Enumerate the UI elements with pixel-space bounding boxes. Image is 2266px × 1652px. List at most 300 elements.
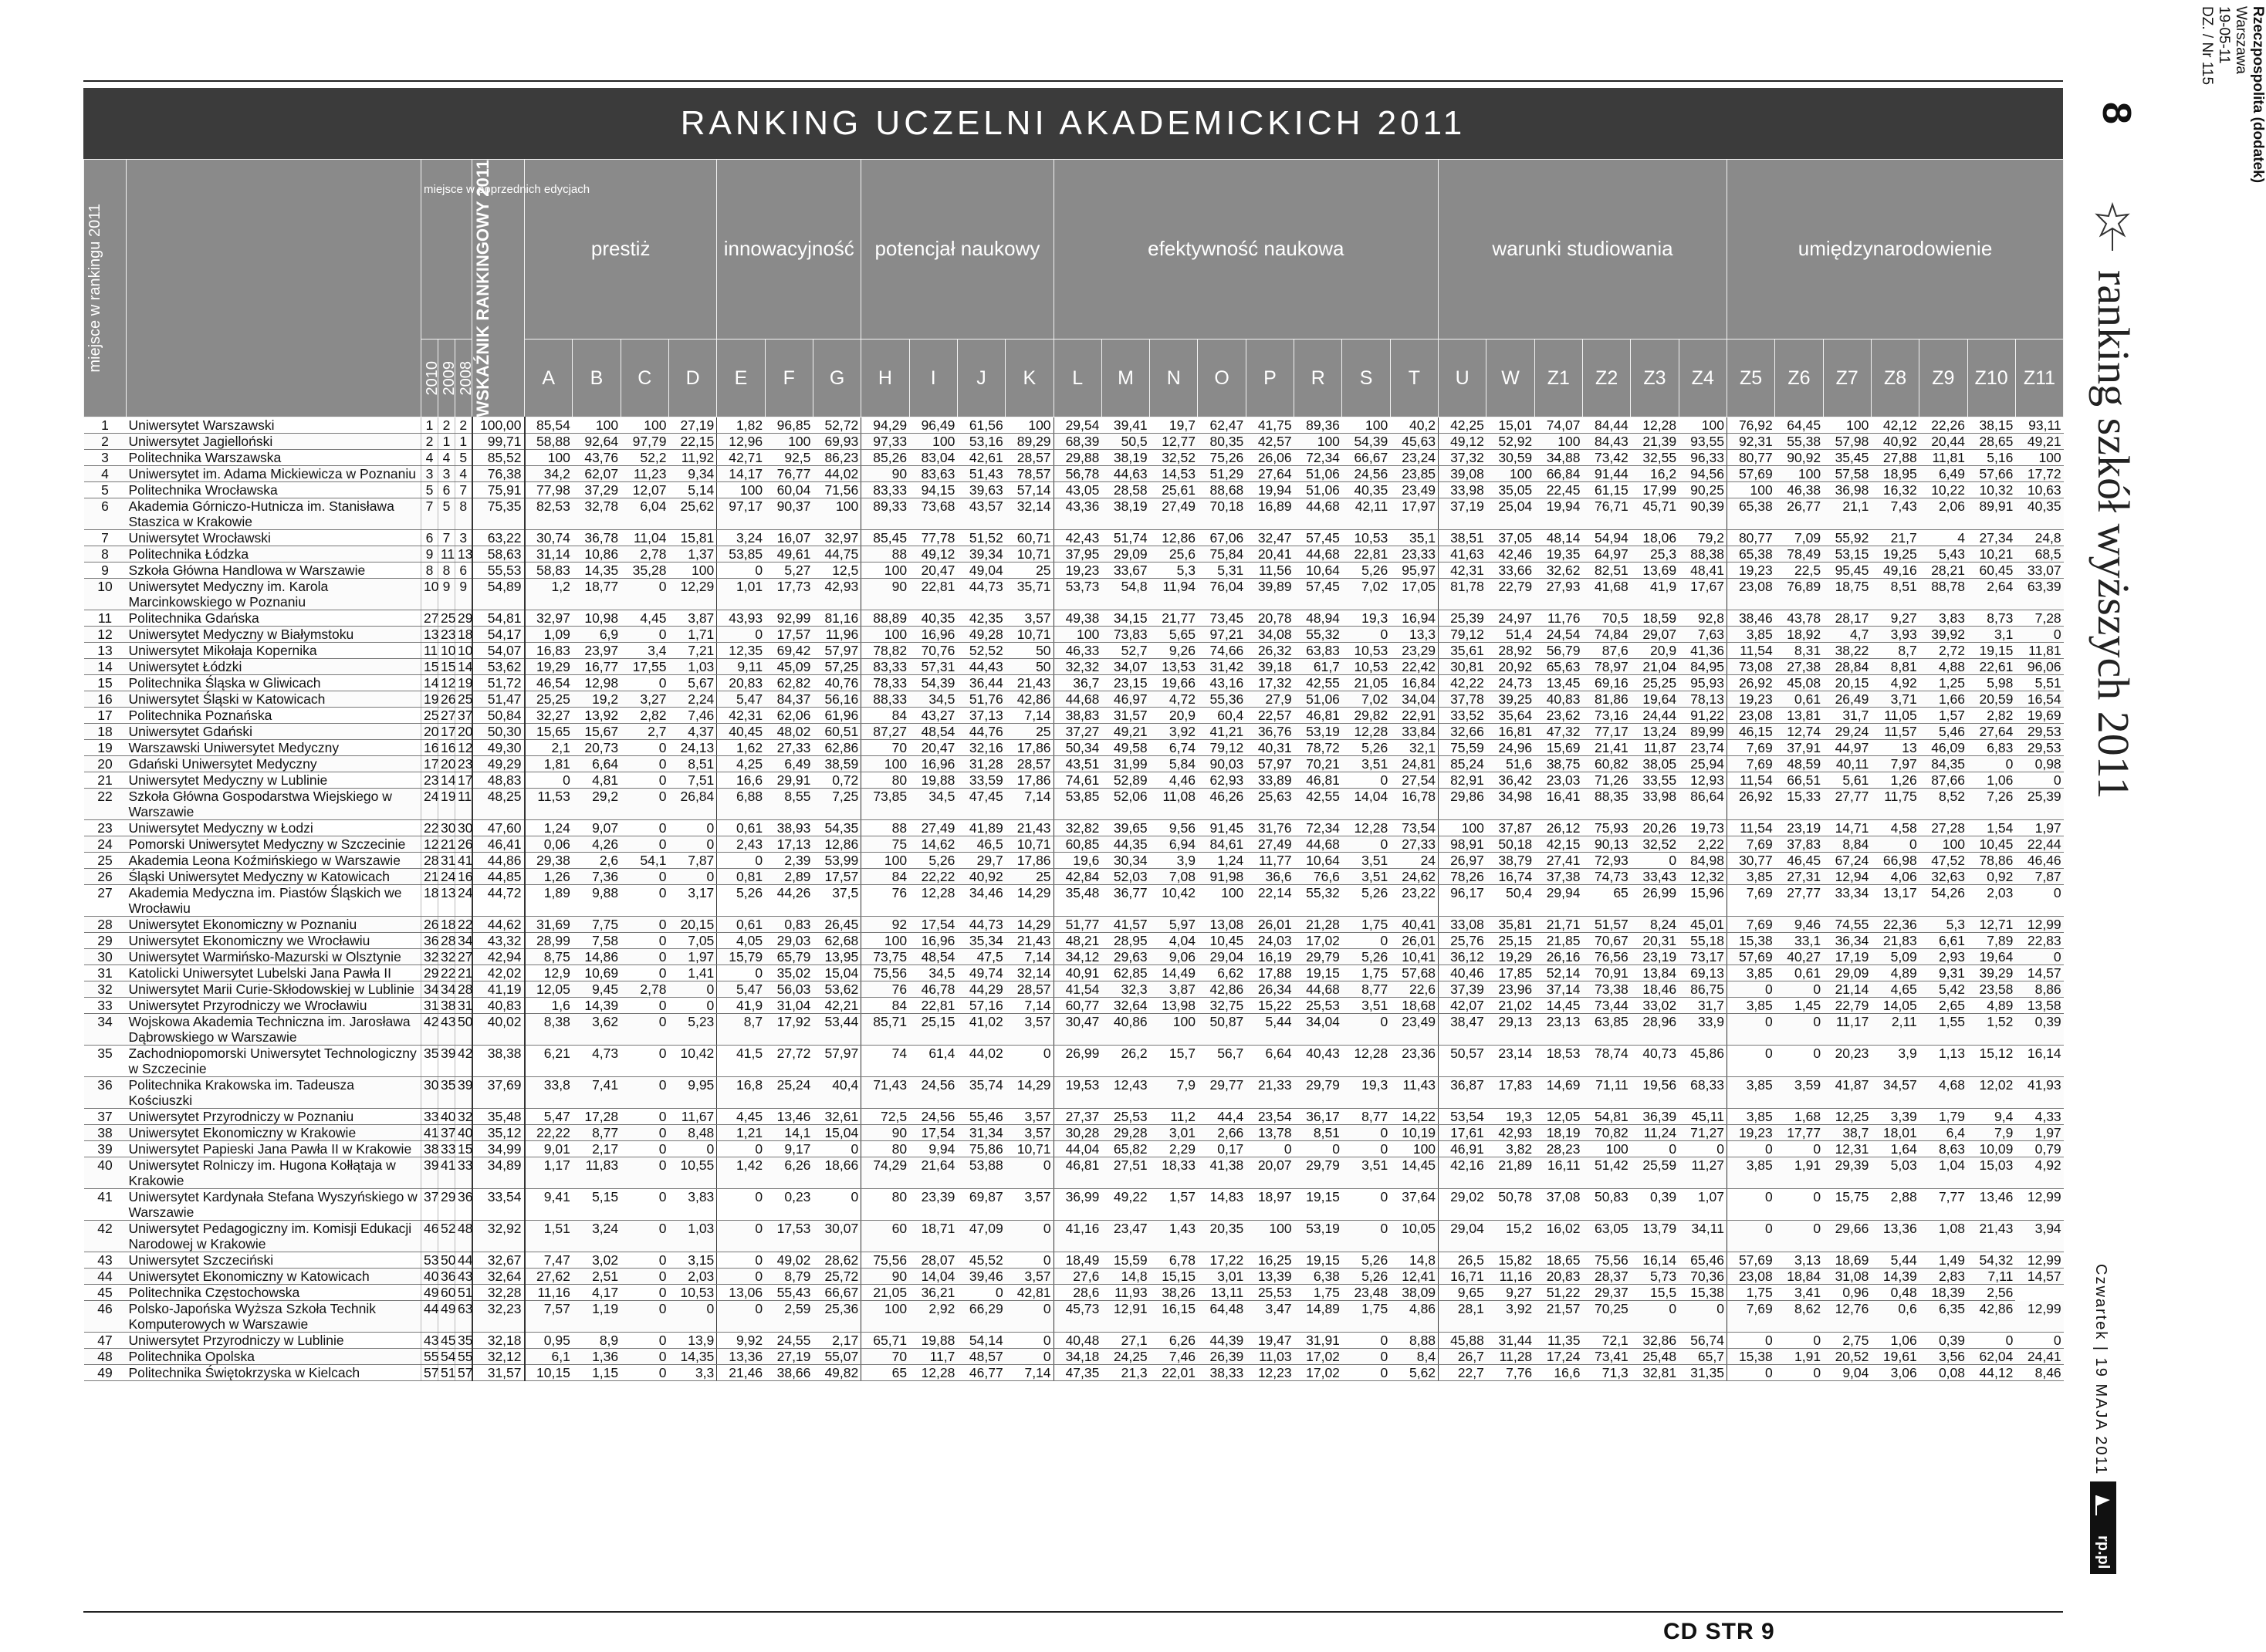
header-col-h: H xyxy=(861,339,909,417)
metric-cell: 15,65 xyxy=(525,724,573,740)
metric-cell: 14,29 xyxy=(1006,917,1054,933)
university-name-cell: Polsko-Japońska Wyższa Szkoła Technik Komputerowych w Warszawie xyxy=(127,1301,421,1333)
metric-cell: 46,33 xyxy=(1054,643,1101,659)
previous-rank-cell: 24 xyxy=(421,789,438,820)
metric-cell: 9,41 xyxy=(525,1189,573,1221)
metric-cell: 21,05 xyxy=(861,1285,909,1301)
metric-cell: 57,69 xyxy=(1727,466,1774,482)
metric-cell: 50,18 xyxy=(1486,836,1534,853)
table-row xyxy=(84,724,2064,740)
metric-cell: 0,96 xyxy=(1823,1285,1871,1301)
metric-cell: 37,19 xyxy=(1439,498,1486,530)
metric-cell: 40,35 xyxy=(1342,482,1390,498)
metric-cell: 90,37 xyxy=(765,498,813,530)
metric-cell: 36,34 xyxy=(1823,933,1871,949)
previous-rank-cell: 28 xyxy=(438,933,455,949)
metric-cell: 17,54 xyxy=(909,1125,957,1141)
table-row xyxy=(84,1109,2064,1125)
metric-cell: 1,75 xyxy=(1342,1301,1390,1333)
metric-cell: 73,44 xyxy=(1582,998,1630,1014)
metric-cell: 90,13 xyxy=(1582,836,1630,853)
metric-cell: 27,64 xyxy=(1967,724,2015,740)
metric-cell: 45,08 xyxy=(1775,675,1823,691)
metric-cell: 88,38 xyxy=(1679,546,1727,562)
metric-cell: 28,1 xyxy=(1439,1301,1486,1333)
previous-rank-cell: 9 xyxy=(421,546,438,562)
metric-cell: 15,38 xyxy=(1727,933,1774,949)
metric-cell: 1,04 xyxy=(1919,1157,1967,1189)
metric-cell: 7,43 xyxy=(1871,498,1919,530)
metric-cell: 0 xyxy=(621,789,668,820)
header-group-1: innowacyjność xyxy=(717,160,861,340)
rank-cell: 11 xyxy=(84,610,127,627)
metric-cell: 28,07 xyxy=(909,1252,957,1269)
university-name-cell: Uniwersytet Mikołaja Kopernika xyxy=(127,643,421,659)
table-row xyxy=(84,1157,2064,1189)
metric-cell: 13,06 xyxy=(717,1285,765,1301)
ranking-index-cell: 44,85 xyxy=(472,869,525,885)
metric-cell: 37,5 xyxy=(813,885,861,917)
metric-cell: 0 xyxy=(1679,1141,1727,1157)
metric-cell: 58,88 xyxy=(525,434,573,450)
publication-date: 19-05-11 xyxy=(2216,6,2232,64)
metric-cell: 42,11 xyxy=(1342,498,1390,530)
metric-cell: 52,2 xyxy=(621,450,668,466)
metric-cell: 0 xyxy=(668,869,716,885)
metric-cell: 1,36 xyxy=(573,1349,621,1365)
header-col-g: G xyxy=(813,339,861,417)
metric-cell: 17,86 xyxy=(1006,772,1054,789)
metric-cell: 21,85 xyxy=(1534,933,1582,949)
metric-cell: 0 xyxy=(1631,853,1679,869)
metric-cell: 42,86 xyxy=(1198,981,1246,998)
metric-cell: 68,5 xyxy=(2015,546,2063,562)
metric-cell: 8,24 xyxy=(1631,917,1679,933)
metric-cell: 49,21 xyxy=(1101,724,1149,740)
previous-rank-cell: 36 xyxy=(438,1269,455,1285)
metric-cell: 75,56 xyxy=(861,1252,909,1269)
metric-cell: 22,61 xyxy=(1967,659,2015,675)
metric-cell: 3,82 xyxy=(1486,1141,1534,1157)
university-name-cell: Politechnika Częstochowska xyxy=(127,1285,421,1301)
previous-rank-cell: 49 xyxy=(438,1301,455,1333)
previous-rank-cell: 20 xyxy=(421,724,438,740)
metric-cell: 18,59 xyxy=(1631,610,1679,627)
previous-rank-cell: 15 xyxy=(421,659,438,675)
previous-rank-cell: 32 xyxy=(455,1109,472,1125)
header-col-z11: Z11 xyxy=(2015,339,2063,417)
metric-cell: 70,91 xyxy=(1582,965,1630,981)
metric-cell: 38,46 xyxy=(1727,610,1774,627)
metric-cell: 11,76 xyxy=(1534,610,1582,627)
metric-cell: 37,32 xyxy=(1439,450,1486,466)
metric-cell: 96,85 xyxy=(765,417,813,434)
metric-cell: 51,42 xyxy=(1582,1157,1630,1189)
metric-cell: 28,6 xyxy=(1054,1285,1101,1301)
metric-cell: 29,04 xyxy=(1198,949,1246,965)
metric-cell: 0 xyxy=(621,869,668,885)
metric-cell: 73,85 xyxy=(861,789,909,820)
metric-cell: 0 xyxy=(1342,836,1390,853)
metric-cell: 15,96 xyxy=(1679,885,1727,917)
metric-cell: 29,28 xyxy=(1101,1125,1149,1141)
metric-cell: 30,07 xyxy=(813,1221,861,1252)
metric-cell: 0 xyxy=(621,820,668,836)
metric-cell: 60,71 xyxy=(1006,530,1054,546)
metric-cell: 43,93 xyxy=(717,610,765,627)
university-name-cell: Politechnika Śląska w Gliwicach xyxy=(127,675,421,691)
table-row xyxy=(84,1125,2064,1141)
metric-cell: 22,83 xyxy=(2015,933,2063,949)
metric-cell: 40,11 xyxy=(1823,756,1871,772)
metric-cell: 0 xyxy=(621,1077,668,1109)
metric-cell: 17,02 xyxy=(1294,933,1342,949)
metric-cell: 17,54 xyxy=(909,917,957,933)
metric-cell: 14,71 xyxy=(1823,820,1871,836)
metric-cell: 30,34 xyxy=(1101,853,1149,869)
metric-cell: 73,41 xyxy=(1582,1349,1630,1365)
metric-cell: 12,02 xyxy=(1967,1077,2015,1109)
metric-cell: 1,62 xyxy=(717,740,765,756)
metric-cell: 7,14 xyxy=(1006,708,1054,724)
previous-rank-cell: 2 xyxy=(421,434,438,450)
metric-cell: 65,46 xyxy=(1679,1252,1727,1269)
metric-cell: 61,15 xyxy=(1582,482,1630,498)
metric-cell: 32,16 xyxy=(957,740,1005,756)
metric-cell: 0 xyxy=(1006,1252,1054,1269)
metric-cell: 44,68 xyxy=(1294,498,1342,530)
metric-cell: 23,49 xyxy=(1390,482,1438,498)
metric-cell: 33,55 xyxy=(1631,772,1679,789)
metric-cell: 38,19 xyxy=(1101,450,1149,466)
metric-cell: 22,22 xyxy=(909,869,957,885)
metric-cell: 3,85 xyxy=(1727,1109,1774,1125)
metric-cell: 72,1 xyxy=(1582,1333,1630,1349)
metric-cell: 22,45 xyxy=(1534,482,1582,498)
metric-cell: 3,87 xyxy=(668,610,716,627)
metric-cell: 70,36 xyxy=(1679,1269,1727,1285)
ranking-index-cell: 41,19 xyxy=(472,981,525,998)
previous-rank-cell: 43 xyxy=(438,1014,455,1046)
metric-cell: 21,43 xyxy=(1006,820,1054,836)
metric-cell: 39,18 xyxy=(1246,659,1294,675)
university-name-cell: Szkoła Główna Handlowa w Warszawie xyxy=(127,562,421,579)
metric-cell: 21,77 xyxy=(1150,610,1198,627)
rank-cell: 36 xyxy=(84,1077,127,1109)
metric-cell: 29,79 xyxy=(1294,1077,1342,1109)
metric-cell: 24,56 xyxy=(909,1077,957,1109)
metric-cell: 39,25 xyxy=(1486,691,1534,708)
metric-cell: 82,53 xyxy=(525,498,573,530)
metric-cell: 10,71 xyxy=(1006,627,1054,643)
metric-cell: 100 xyxy=(573,417,621,434)
metric-cell: 47,45 xyxy=(957,789,1005,820)
metric-cell: 42,43 xyxy=(1054,530,1101,546)
metric-cell: 0 xyxy=(621,917,668,933)
metric-cell: 8,31 xyxy=(1775,643,1823,659)
metric-cell: 41,68 xyxy=(1582,579,1630,610)
previous-rank-cell: 7 xyxy=(421,498,438,530)
metric-cell: 17,92 xyxy=(765,1014,813,1046)
metric-cell: 6,35 xyxy=(1919,1301,1967,1333)
metric-cell: 7,14 xyxy=(1006,1365,1054,1381)
metric-cell: 0 xyxy=(717,1252,765,1269)
metric-cell: 20,59 xyxy=(1967,691,2015,708)
metric-cell: 19,23 xyxy=(1727,691,1774,708)
metric-cell: 29,82 xyxy=(1342,708,1390,724)
metric-cell: 32,47 xyxy=(1246,530,1294,546)
metric-cell: 27,49 xyxy=(1246,836,1294,853)
metric-cell: 28,92 xyxy=(1486,643,1534,659)
metric-cell: 0,98 xyxy=(2015,756,2063,772)
metric-cell: 19,29 xyxy=(1486,949,1534,965)
metric-cell: 100 xyxy=(1775,466,1823,482)
metric-cell: 16,77 xyxy=(573,659,621,675)
metric-cell: 23,08 xyxy=(1727,1269,1774,1285)
table-row xyxy=(84,1141,2064,1157)
previous-rank-cell: 20 xyxy=(455,724,472,740)
metric-cell: 25,59 xyxy=(1631,1157,1679,1189)
metric-cell: 1,01 xyxy=(717,579,765,610)
metric-cell: 5,51 xyxy=(2015,675,2063,691)
metric-cell: 6,38 xyxy=(1294,1269,1342,1285)
metric-cell: 42,21 xyxy=(813,998,861,1014)
metric-cell: 42,93 xyxy=(1486,1125,1534,1141)
metric-cell: 14,53 xyxy=(1150,466,1198,482)
metric-cell: 53,85 xyxy=(1054,789,1101,820)
metric-cell: 33,52 xyxy=(1439,708,1486,724)
metric-cell: 15,22 xyxy=(1246,998,1294,1014)
metric-cell: 2,78 xyxy=(621,981,668,998)
metric-cell: 14,35 xyxy=(573,562,621,579)
metric-cell: 40,35 xyxy=(2015,498,2063,530)
metric-cell: 0 xyxy=(1006,1046,1054,1077)
metric-cell: 0,06 xyxy=(525,836,573,853)
ranking-table xyxy=(83,159,2064,1381)
metric-cell: 1,79 xyxy=(1919,1109,1967,1125)
metric-cell: 44,02 xyxy=(957,1046,1005,1077)
metric-cell: 12,25 xyxy=(1823,1109,1871,1125)
metric-cell: 16,25 xyxy=(1246,1252,1294,1269)
header-group-4: warunki studiowania xyxy=(1439,160,1727,340)
metric-cell: 61,7 xyxy=(1294,659,1342,675)
metric-cell: 76,89 xyxy=(1775,579,1823,610)
table-row xyxy=(84,530,2064,546)
metric-cell: 18,95 xyxy=(1871,466,1919,482)
metric-cell: 5,31 xyxy=(1198,562,1246,579)
metric-cell: 21,89 xyxy=(1486,1157,1534,1189)
metric-cell: 65,38 xyxy=(1727,546,1774,562)
metric-cell: 17,24 xyxy=(1534,1349,1582,1365)
metric-cell: 8,73 xyxy=(1967,610,2015,627)
metric-cell: 42,86 xyxy=(1967,1301,2015,1333)
metric-cell: 42,12 xyxy=(1871,417,1919,434)
metric-cell: 41,21 xyxy=(1198,724,1246,740)
metric-cell: 18,71 xyxy=(909,1221,957,1252)
metric-cell: 2,92 xyxy=(909,1301,957,1333)
metric-cell: 31,76 xyxy=(1246,820,1294,836)
metric-cell: 13,98 xyxy=(1150,998,1198,1014)
university-name-cell: Uniwersytet Szczeciński xyxy=(127,1252,421,1269)
metric-cell: 0 xyxy=(2015,772,2063,789)
previous-rank-cell: 35 xyxy=(421,1046,438,1077)
previous-rank-cell: 33 xyxy=(455,1157,472,1189)
metric-cell: 34,88 xyxy=(1534,450,1582,466)
metric-cell: 5,43 xyxy=(1919,546,1967,562)
metric-cell: 8,9 xyxy=(573,1333,621,1349)
previous-rank-cell: 1 xyxy=(421,417,438,434)
previous-rank-cell: 37 xyxy=(438,1125,455,1141)
rank-cell: 20 xyxy=(84,756,127,772)
metric-cell: 17,19 xyxy=(1823,949,1871,965)
metric-cell: 74,55 xyxy=(1823,917,1871,933)
header-col-z1: Z1 xyxy=(1534,339,1582,417)
metric-cell: 85,71 xyxy=(861,1014,909,1046)
metric-cell: 62,86 xyxy=(813,740,861,756)
metric-cell: 1,54 xyxy=(1967,820,2015,836)
metric-cell: 53,99 xyxy=(813,853,861,869)
previous-rank-cell: 43 xyxy=(455,1269,472,1285)
metric-cell: 3,85 xyxy=(1727,965,1774,981)
metric-cell: 42,22 xyxy=(1439,675,1486,691)
metric-cell: 26,49 xyxy=(1823,691,1871,708)
metric-cell: 1,15 xyxy=(573,1365,621,1381)
metric-cell: 13,53 xyxy=(1150,659,1198,675)
metric-cell: 11,16 xyxy=(1486,1269,1534,1285)
metric-cell: 41,9 xyxy=(1631,579,1679,610)
metric-cell: 75,56 xyxy=(1582,1252,1630,1269)
metric-cell: 51,22 xyxy=(1534,1285,1582,1301)
previous-rank-cell: 35 xyxy=(438,1077,455,1109)
rp-logo-text: rp.pl xyxy=(2095,1535,2112,1569)
metric-cell: 73,17 xyxy=(1679,949,1727,965)
metric-cell: 3,1 xyxy=(1967,627,2015,643)
metric-cell: 10,71 xyxy=(1006,546,1054,562)
previous-rank-cell: 23 xyxy=(438,627,455,643)
rank-cell: 2 xyxy=(84,434,127,450)
metric-cell: 42,71 xyxy=(717,450,765,466)
metric-cell: 2,24 xyxy=(668,691,716,708)
metric-cell: 0 xyxy=(621,965,668,981)
metric-cell: 32,78 xyxy=(573,498,621,530)
metric-cell: 2,65 xyxy=(1919,998,1967,1014)
metric-cell: 5,46 xyxy=(1919,724,1967,740)
metric-cell: 14,62 xyxy=(909,836,957,853)
metric-cell: 42,55 xyxy=(1294,789,1342,820)
metric-cell: 3,47 xyxy=(1246,1301,1294,1333)
metric-cell: 92,8 xyxy=(1679,610,1727,627)
metric-cell: 5,67 xyxy=(668,675,716,691)
metric-cell: 0 xyxy=(1775,1365,1823,1381)
rank-cell: 24 xyxy=(84,836,127,853)
metric-cell: 4,89 xyxy=(1871,965,1919,981)
metric-cell: 29,02 xyxy=(1439,1189,1486,1221)
previous-rank-cell: 26 xyxy=(438,691,455,708)
metric-cell: 10,05 xyxy=(1390,1221,1438,1252)
metric-cell: 5,98 xyxy=(1967,675,2015,691)
metric-cell: 69,87 xyxy=(957,1189,1005,1221)
metric-cell: 27,54 xyxy=(1390,772,1438,789)
metric-cell: 50 xyxy=(1006,659,1054,675)
metric-cell: 89,29 xyxy=(1006,434,1054,450)
metric-cell: 16,41 xyxy=(1534,789,1582,820)
metric-cell: 79,12 xyxy=(1198,740,1246,756)
metric-cell: 40,43 xyxy=(1294,1046,1342,1077)
metric-cell: 69,16 xyxy=(1582,675,1630,691)
metric-cell: 16,6 xyxy=(717,772,765,789)
metric-cell: 0 xyxy=(668,981,716,998)
metric-cell: 42,61 xyxy=(957,450,1005,466)
metric-cell: 3,57 xyxy=(1006,1125,1054,1141)
metric-cell: 11,67 xyxy=(668,1109,716,1125)
metric-cell: 1,91 xyxy=(1775,1157,1823,1189)
metric-cell: 7,57 xyxy=(525,1301,573,1333)
metric-cell: 78,86 xyxy=(1967,853,2015,869)
previous-rank-cell: 50 xyxy=(438,1252,455,1269)
metric-cell: 0 xyxy=(621,998,668,1014)
metric-cell: 24,81 xyxy=(1390,756,1438,772)
metric-cell: 36,78 xyxy=(573,530,621,546)
metric-cell: 20,92 xyxy=(1486,659,1534,675)
metric-cell: 55,32 xyxy=(1294,627,1342,643)
metric-cell: 100 xyxy=(1439,820,1486,836)
metric-cell: 73,16 xyxy=(1582,708,1630,724)
metric-cell: 74,66 xyxy=(1198,643,1246,659)
metric-cell: 19,61 xyxy=(1871,1349,1919,1365)
metric-cell: 33,1 xyxy=(1775,933,1823,949)
metric-cell: 11,17 xyxy=(1823,1014,1871,1046)
metric-cell: 21,14 xyxy=(1823,981,1871,998)
metric-cell: 0 xyxy=(717,1141,765,1157)
metric-cell: 1,82 xyxy=(717,417,765,434)
metric-cell: 25,24 xyxy=(765,1077,813,1109)
rank-cell: 25 xyxy=(84,853,127,869)
metric-cell: 15,7 xyxy=(1150,1046,1198,1077)
metric-cell: 1,45 xyxy=(1775,998,1823,1014)
previous-rank-cell: 30 xyxy=(438,820,455,836)
metric-cell: 17,05 xyxy=(1390,579,1438,610)
header-wskaznik: WSKAŹNIK RANKINGOWY 2011 xyxy=(472,160,525,417)
metric-cell: 14,89 xyxy=(1294,1301,1342,1333)
metric-cell: 20,44 xyxy=(1919,434,1967,450)
university-name-cell: Uniwersytet Warszawski xyxy=(127,417,421,434)
metric-cell: 31,91 xyxy=(1294,1333,1342,1349)
previous-rank-cell: 10 xyxy=(455,643,472,659)
metric-cell: 6,26 xyxy=(765,1157,813,1189)
metric-cell: 70,5 xyxy=(1582,610,1630,627)
metric-cell: 15,59 xyxy=(1101,1252,1149,1269)
rank-cell: 3 xyxy=(84,450,127,466)
metric-cell: 76,71 xyxy=(1582,498,1630,530)
metric-cell: 46,09 xyxy=(1919,740,1967,756)
header-col-z5: Z5 xyxy=(1727,339,1774,417)
university-name-cell: Uniwersytet Ekonomiczny w Krakowie xyxy=(127,1125,421,1141)
metric-cell: 16,84 xyxy=(1390,675,1438,691)
metric-cell: 19,15 xyxy=(1294,1189,1342,1221)
metric-cell: 14,69 xyxy=(1534,1077,1582,1109)
header-col-c: C xyxy=(621,339,668,417)
metric-cell: 21,43 xyxy=(1967,1221,2015,1252)
header-rank: miejsce w rankingu 2011 xyxy=(84,160,127,417)
rp-flag-icon xyxy=(2090,1489,2116,1520)
metric-cell: 3,41 xyxy=(1775,1285,1823,1301)
previous-rank-cell: 6 xyxy=(455,562,472,579)
rank-cell: 14 xyxy=(84,659,127,675)
metric-cell: 4,81 xyxy=(573,772,621,789)
metric-cell: 28,57 xyxy=(1006,981,1054,998)
table-row xyxy=(84,450,2064,466)
university-name-cell: Uniwersytet Medyczny w Lublinie xyxy=(127,772,421,789)
